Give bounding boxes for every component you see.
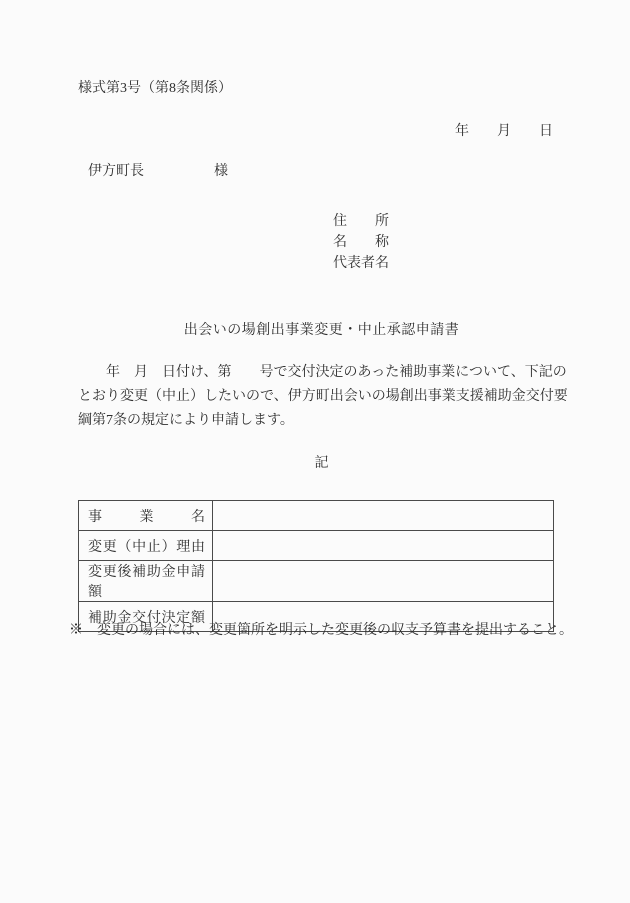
document-title: 出会いの場創出事業変更・中止承認申請書 (183, 323, 460, 338)
representative-label: 代表者名 (333, 256, 389, 271)
table-row-revised-subsidy-amount (79, 561, 554, 602)
row-label-granted-subsidy-amount: 補助金交付決定額 (79, 602, 213, 632)
row-value-revised-subsidy-amount (213, 561, 554, 602)
table-row-change-reason (79, 531, 554, 561)
body-paragraph (78, 361, 570, 433)
name-label: 名 称 (333, 235, 389, 250)
row-label-revised-subsidy-amount: 変更後補助金申請額 (79, 561, 213, 602)
form-table (78, 500, 554, 632)
row-value-project-name (213, 501, 554, 531)
table-row-project-name (79, 501, 554, 531)
body-line-2: とおり変更（中止）したいので、伊方町出会いの場創出事業支援補助金交付要 (78, 389, 568, 404)
footnote: ※ 変更の場合には、変更箇所を明示した変更後の収支予算書を提出すること。 (69, 623, 573, 638)
address-label: 住 所 (333, 214, 389, 229)
applicant-block (333, 211, 389, 274)
row-label-change-reason: 変更（中止）理由 (79, 531, 213, 561)
body-line-3: 綱第7条の規定により申請します。 (78, 413, 294, 428)
addressee-line: 伊方町長 様 (88, 164, 228, 179)
row-label-project-name: 事業名 (79, 501, 213, 531)
record-heading: 記 (314, 456, 329, 471)
form-number: 様式第3号（第8条関係） (78, 81, 232, 96)
body-line-1: 年 月 日付け、第 号で交付決定のあった補助事業について、下記の (78, 365, 567, 380)
date-line: 年 月 日 (455, 124, 553, 139)
row-value-change-reason (213, 531, 554, 561)
